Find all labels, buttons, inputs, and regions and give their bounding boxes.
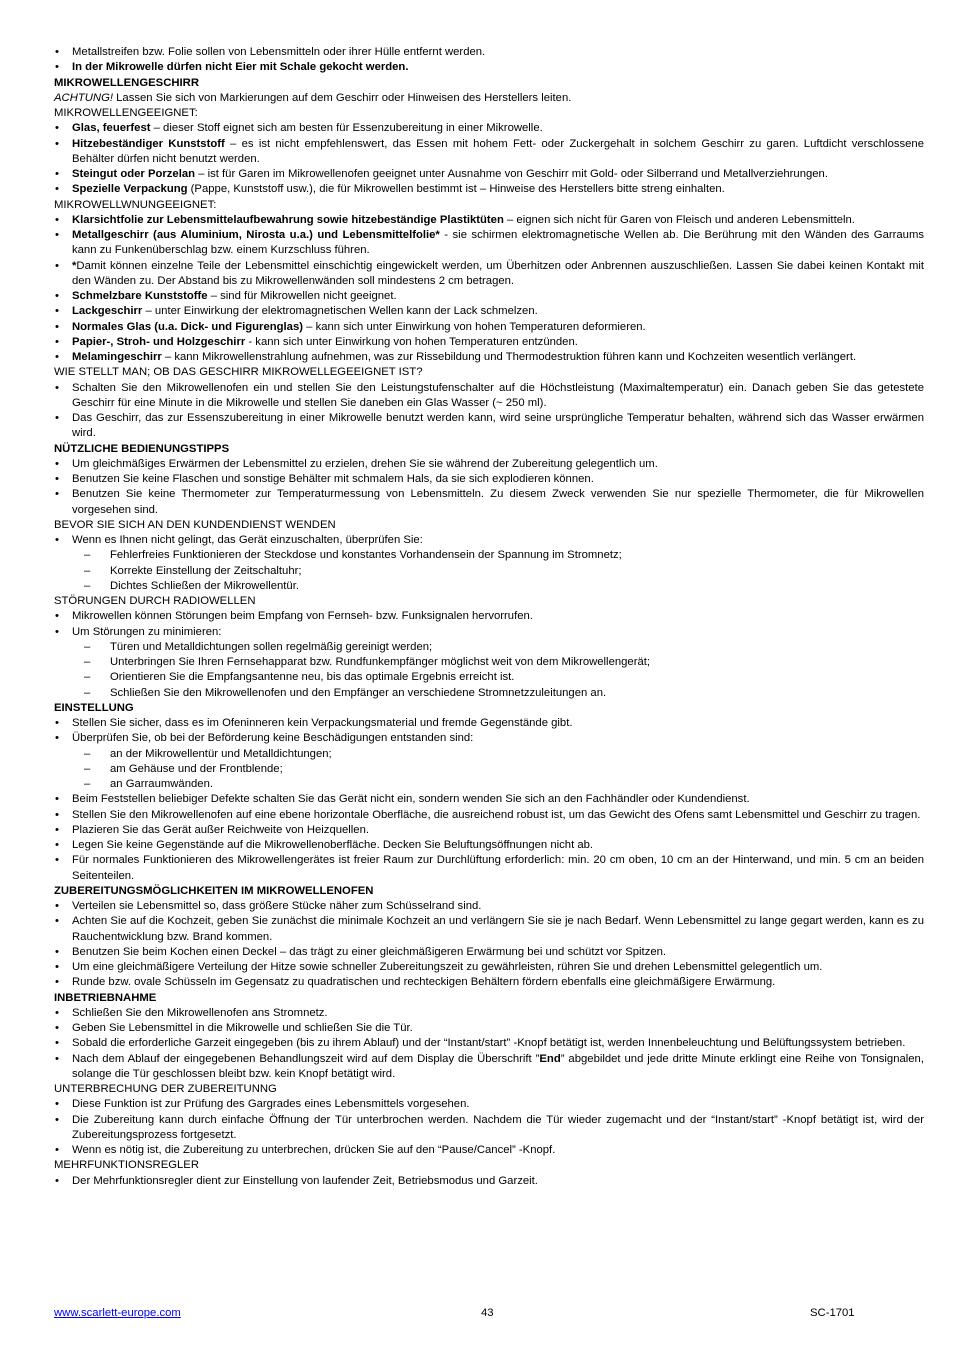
dash-list-item <box>54 640 924 655</box>
bullet-list-item <box>54 487 924 518</box>
section-heading: MEHRFUNKTIONSREGLER <box>54 1159 199 1172</box>
bullet-list-item <box>54 853 924 884</box>
bullet-list <box>54 457 924 518</box>
document-body <box>54 45 924 1189</box>
text-run: Diese Funktion ist zur Prüfung des Gargrades eines Lebensmittels vorgesehen. <box>72 1098 470 1111</box>
bullet-list-item <box>54 457 924 472</box>
dash-list-item <box>54 579 924 594</box>
bullet-list-item <box>54 1097 924 1112</box>
text-run: – kann Mikrowellenstrahlung aufnehmen, was zur Rissebildung und Thermodestruktion führen kann und Kochzeiten wesentlich verlängert. <box>161 351 857 363</box>
bullet-list <box>54 381 924 442</box>
dash-list-item <box>54 655 924 670</box>
text-run: Benutzen Sie keine Flaschen und sonstige Behälter mit schmalem Hals, da sie sich explodieren können. <box>72 473 594 485</box>
dash-list-item <box>54 670 924 685</box>
paragraph <box>54 91 924 106</box>
text-run: Um gleichmäßiges Erwärmen der Lebensmittel zu erzielen, drehen Sie sie während der Zubereitung gelegentlich um. <box>72 457 658 470</box>
bullet-list-item <box>54 975 924 990</box>
bullet-list-item <box>54 899 924 914</box>
text-run: Schließen Sie den Mikrowellenofen und den Empfänger an verschiedene Stromnetzzuleitungen an. <box>110 686 607 699</box>
bullet-list-item <box>54 45 924 60</box>
dash-list-item <box>54 548 924 563</box>
text-run: Orientieren Sie die Empfangsantenne neu, bis das optimale Ergebnis erreicht ist. <box>110 671 515 684</box>
italic-text: ACHTUNG! <box>54 91 113 104</box>
text-run: Wenn es nötig ist, die Zubereitung zu unterbrechen, drücken Sie auf den “Pause/Cancel” -Knopf. <box>72 1144 556 1156</box>
bullet-list-item <box>54 213 924 228</box>
text-run: Benutzen Sie beim Kochen einen Deckel – das trägt zu einer gleichmäßigeren Erwärmung bei und schützt vor Spitzen. <box>72 945 667 958</box>
text-run: ” abgebildet und jede dritte Minute erklingt eine Reihe von Tonsignalen, solange die Tür geschlossen bleibt bzw. kein Knopf betätigt wird. <box>72 1052 924 1080</box>
section-heading: ZUBEREITUNGSMÖGLICHKEITEN IM MIKROWELLENOFEN <box>54 884 374 897</box>
model-number: SC-1701 <box>810 1307 855 1319</box>
text-run: Schließen Sie den Mikrowellenofen ans Stromnetz. <box>72 1006 328 1019</box>
bold-text: Lackgeschirr <box>72 305 143 318</box>
bullet-list-item <box>54 533 924 548</box>
bullet-list <box>54 899 924 991</box>
bullet-list-item <box>54 1021 924 1036</box>
bullet-list-item <box>54 1143 924 1158</box>
bullet-list-item <box>54 609 924 624</box>
bullet-list-item <box>54 472 924 487</box>
text-run: Mikrowellen können Störungen beim Empfang von Fernseh- bzw. Funksignalen hervorrufen. <box>72 610 533 623</box>
section-heading: EINSTELLUNG <box>54 701 134 714</box>
bold-text: Spezielle Verpackung <box>72 183 188 196</box>
bullet-list-item <box>54 182 924 197</box>
text-run: Stellen Sie den Mikrowellenofen auf eine ebene horizontale Oberfläche, die ausreichend robust ist, um das Gewicht des Ofens samt Lebensmittel und Geschirr zu tragen. <box>72 808 921 821</box>
dash-list-item <box>54 747 924 762</box>
section-heading: MIKROWELLENGEEIGNET: <box>54 107 198 119</box>
bullet-list-item <box>54 381 924 412</box>
bullet-list-item <box>54 808 924 823</box>
bullet-list-item <box>54 304 924 319</box>
text-run: Metallstreifen bzw. Folie sollen von Lebensmitteln oder ihrer Hülle entfernt werden. <box>72 46 486 58</box>
text-run: – dieser Stoff eignet sich am besten für Essenzubereitung in einer Mikrowelle. <box>150 122 543 135</box>
text-run: – kann sich unter Einwirkung von hohen Temperaturen deformieren. <box>303 320 646 333</box>
text-run: – es ist nicht empfehlenswert, das Essen mit hohem Fett- oder Zuckergehalt in solchem Geschirr zu garen. Luftdicht verschlossene Behälter dürfen nicht benutzt werden. <box>72 137 924 165</box>
text-run: Um Störungen zu minimieren: <box>72 625 222 638</box>
section-heading: STÖRUNGEN DURCH RADIOWELLEN <box>54 595 256 607</box>
section-heading: INBETRIEBNAHME <box>54 991 157 1004</box>
bullet-list-item <box>54 137 924 168</box>
bullet-list-item <box>54 960 924 975</box>
text-run: Legen Sie keine Gegenstände auf die Mikrowellenoberfläche. Decken Sie Beluftungsöffnungen nicht ab. <box>72 839 594 851</box>
text-run: – unter Einwirkung der elektromagnetischen Wellen kann der Lack schmelzen. <box>142 305 538 318</box>
bullet-list <box>54 1097 924 1158</box>
text-run: – eignen sich nicht für Garen von Fleisch und anderen Lebensmitteln. <box>503 213 855 226</box>
bold-text: Melamingeschirr <box>72 351 162 363</box>
bullet-list <box>54 45 924 76</box>
text-run: Runde bzw. ovale Schüsseln im Gegensatz zu quadratischen und rechteckigen Behältern fördern ebenfalls eine gleichmäßigere Erwärmung. <box>72 976 776 989</box>
bullet-list-item <box>54 1006 924 1021</box>
text-run: Schalten Sie den Mikrowellenofen ein und stellen Sie den Leistungstufenschalter auf die Höchstleistung (Maximaltemperatur) ein. Danach geben Sie das getestete Geschirr für eine Minute in die Mikrowelle und stellen Sie daneben ein Glas Wasser (~ 250 ml). <box>72 381 924 409</box>
text-run: Damit können einzelne Teile der Lebensmittel einschichtig eingewickelt werden, um Überhitzen oder Anbrennen auszuschließen. Lassen Sie dabei keinen Kontakt mit den Wänden zu. Der Abstand bis zu Mikrowellenwänden soll mindestens 2 cm betragen. <box>72 259 924 287</box>
bullet-list-item <box>54 60 924 75</box>
bullet-list <box>54 1174 924 1189</box>
bold-text: * <box>72 259 77 272</box>
text-run: – sind für Mikrowellen nicht geeignet. <box>207 290 397 302</box>
bullet-list-item <box>54 945 924 960</box>
bold-text: Glas, feuerfest <box>72 122 151 135</box>
bullet-list-item <box>54 121 924 136</box>
bullet-list-item <box>54 838 924 853</box>
dash-list-item <box>54 686 924 701</box>
bullet-list-item <box>54 228 924 259</box>
bold-text: End <box>539 1052 561 1065</box>
text-run: Nach dem Ablauf der eingegebenen Behandlungszeit wird auf dem Display die Überschrift ” <box>72 1052 540 1065</box>
page-number: 43 <box>481 1307 494 1319</box>
page-footer <box>54 1307 864 1323</box>
text-run: (Pappe, Kunststoff usw.), die für Mikrowellen bestimmt ist – Hinweise des Herstellers bitte streng einhalten. <box>187 183 725 196</box>
bold-text: Normales Glas (u.a. Dick- und Figurenglas) <box>72 320 304 333</box>
text-run: Unterbringen Sie Ihren Fernsehapparat bzw. Rundfunkempfänger möglichst weit von dem Mikrowellengerät; <box>110 656 651 668</box>
dash-list-item <box>54 564 924 579</box>
bold-text: Metallgeschirr (aus Aluminium, Nirosta u.a.) und Lebensmittelfolie* <box>72 229 440 241</box>
bullet-list <box>54 121 924 197</box>
bullet-list-item <box>54 716 924 731</box>
bullet-list-item <box>54 823 924 838</box>
bullet-list-item <box>54 320 924 335</box>
bullet-list-item <box>54 335 924 350</box>
bullet-list-item <box>54 411 924 442</box>
text-run: Türen und Metalldichtungen sollen regelmäßig gereinigt werden; <box>110 640 433 653</box>
bullet-list <box>54 609 924 701</box>
text-run: Sobald die erforderliche Garzeit eingegeben (bis zu ihrem Ablauf) und der “Instant/start” -Knopf betätigt ist, werden Innenbeleuchtung und Belüftungssystem betrieben. <box>72 1037 906 1050</box>
bullet-list-item <box>54 1036 924 1051</box>
section-heading: MIKROWELLENGESCHIRR <box>54 76 199 89</box>
bullet-list-item <box>54 1174 924 1189</box>
bold-text: Klarsichtfolie zur Lebensmittelaufbewahrung sowie hitzebeständige Plastiktüten <box>72 213 504 226</box>
dash-list-item <box>54 777 924 792</box>
bold-text: In der Mikrowelle dürfen nicht Eier mit Schale gekocht werden. <box>72 61 409 74</box>
text-run: Für normales Funktionieren des Mikrowellengerätes ist freier Raum zur Durchlüftung erforderlich: min. 20 cm oben, 10 cm an der Hinterwand, und min. 5 cm an beiden Seitenteilen. <box>72 854 924 882</box>
section-heading: UNTERBRECHUNG DER ZUBEREITUNNG <box>54 1083 277 1095</box>
section-heading: WIE STELLT MAN; OB DAS GESCHIRR MIKROWELLEGEEIGNET IST? <box>54 366 423 379</box>
bullet-list-item <box>54 914 924 945</box>
bullet-list <box>54 1006 924 1082</box>
bullet-list-item <box>54 289 924 304</box>
text-run: - sie schirmen elektromagnetische Wellen ab. Die Berührung mit den Wänden des Garraums kann zu Funkenüberschlag bzw. einem Kurzschluss führen. <box>72 229 925 257</box>
text-run: Verteilen sie Lebensmittel so, dass größere Stücke näher zum Schüsselrand sind. <box>72 900 482 912</box>
bullet-list-item <box>54 1052 924 1083</box>
text-run: am Gehäuse und der Frontblende; <box>110 762 283 775</box>
section-heading: MIKROWELLWNUNGEEIGNET: <box>54 198 217 211</box>
dash-list-item <box>54 762 924 777</box>
text-run: - kann sich unter Einwirkung von hohen Temperaturen entzünden. <box>245 335 578 348</box>
text-run: Plazieren Sie das Gerät außer Reichweite von Heizquellen. <box>72 823 370 836</box>
section-heading: BEVOR SIE SICH AN DEN KUNDENDIENST WENDEN <box>54 518 336 531</box>
text-run: Das Geschirr, das zur Essenszubereitung in einer Mikrowelle benutzt werden kann, wird seine ursprüngliche Temperatur behalten, während sich das Wasser erwärmen wird. <box>72 412 924 440</box>
bullet-list <box>54 213 924 366</box>
text-run: Überprüfen Sie, ob bei der Beförderung keine Beschädigungen entstanden sind: <box>72 732 474 745</box>
bold-text: Papier-, Stroh- und Holzgeschirr <box>72 335 246 348</box>
bullet-list-item <box>54 731 924 746</box>
text-run: Geben Sie Lebensmittel in die Mikrowelle und schließen Sie die Tür. <box>72 1022 413 1034</box>
bold-text: Schmelzbare Kunststoffe <box>72 290 208 302</box>
text-run: Dichtes Schließen der Mikrowellentür. <box>110 579 299 592</box>
bold-text: Steingut oder Porzelan <box>72 168 196 180</box>
text-run: Wenn es Ihnen nicht gelingt, das Gerät einzuschalten, überprüfen Sie: <box>72 534 423 546</box>
text-run: Stellen Sie sicher, dass es im Ofeninneren kein Verpackungsmaterial und fremde Gegenstände gibt. <box>72 717 573 729</box>
website-link[interactable]: www.scarlett-europe.com <box>54 1307 181 1319</box>
text-run: an Garraumwänden. <box>110 778 213 790</box>
text-run: Der Mehrfunktionsregler dient zur Einstellung von laufender Zeit, Betriebsmodus und Garzeit. <box>72 1174 538 1187</box>
section-heading: NÜTZLICHE BEDIENUNGSTIPPS <box>54 442 230 455</box>
text-run: an der Mikrowellentür und Metalldichtungen; <box>110 747 332 760</box>
text-run: – ist für Garen im Mikrowellenofen geeignet unter Ausnahme von Geschirr mit Gold- oder Silberrand und Metallverziehrungen. <box>195 168 828 180</box>
text-run: Fehlerfreies Funktionieren der Steckdose und konstantes Vorhandensein der Spannung im Stromnetz; <box>110 549 622 562</box>
text-run: Korrekte Einstellung der Zeitschaltuhr; <box>110 564 302 577</box>
bullet-list-item <box>54 625 924 640</box>
bullet-list-item <box>54 167 924 182</box>
bold-text: Hitzebeständiger Kunststoff <box>72 137 225 150</box>
bullet-list-item <box>54 350 924 365</box>
text-run: Um eine gleichmäßigere Verteilung der Hitze sowie schneller Zubereitungszeit zu gewährleisten, rühren Sie und drehen Lebensmittel gelegentlich um. <box>72 961 823 973</box>
bullet-list <box>54 716 924 884</box>
bullet-list <box>54 533 924 594</box>
text-run: Benutzen Sie keine Thermometer zur Temperaturmessung von Lebensmitteln. Zu diesem Zweck verwenden Sie nur spezielle Thermometer, die für Mikrowellen vorgesehen sind. <box>72 488 924 516</box>
text-run: Beim Feststellen beliebiger Defekte schalten Sie das Gerät nicht ein, sondern wenden Sie sich an den Fachhändler oder Kundendienst. <box>72 793 750 806</box>
bullet-list-item <box>54 259 924 290</box>
text-run: Lassen Sie sich von Markierungen auf dem Geschirr oder Hinweisen des Herstellers leiten. <box>113 91 572 104</box>
text-run: Die Zubereitung kann durch einfache Öffnung der Tür unterbrochen werden. Nachdem die Tür wieder zugemacht und der “Instant/start” -Knopf betätigt ist, wird der Zubereitungsprozess fortgesetzt. <box>72 1113 924 1141</box>
bullet-list-item <box>54 1113 924 1144</box>
text-run: Achten Sie auf die Kochzeit, geben Sie zunächst die minimale Kochzeit an und verlängern Sie sie je nach Bedarf. Wenn Lebensmittel zu lange gegart werden, kann es zu Rauchentwicklung bzw. Brand kommen. <box>72 915 924 943</box>
bullet-list-item <box>54 792 924 807</box>
